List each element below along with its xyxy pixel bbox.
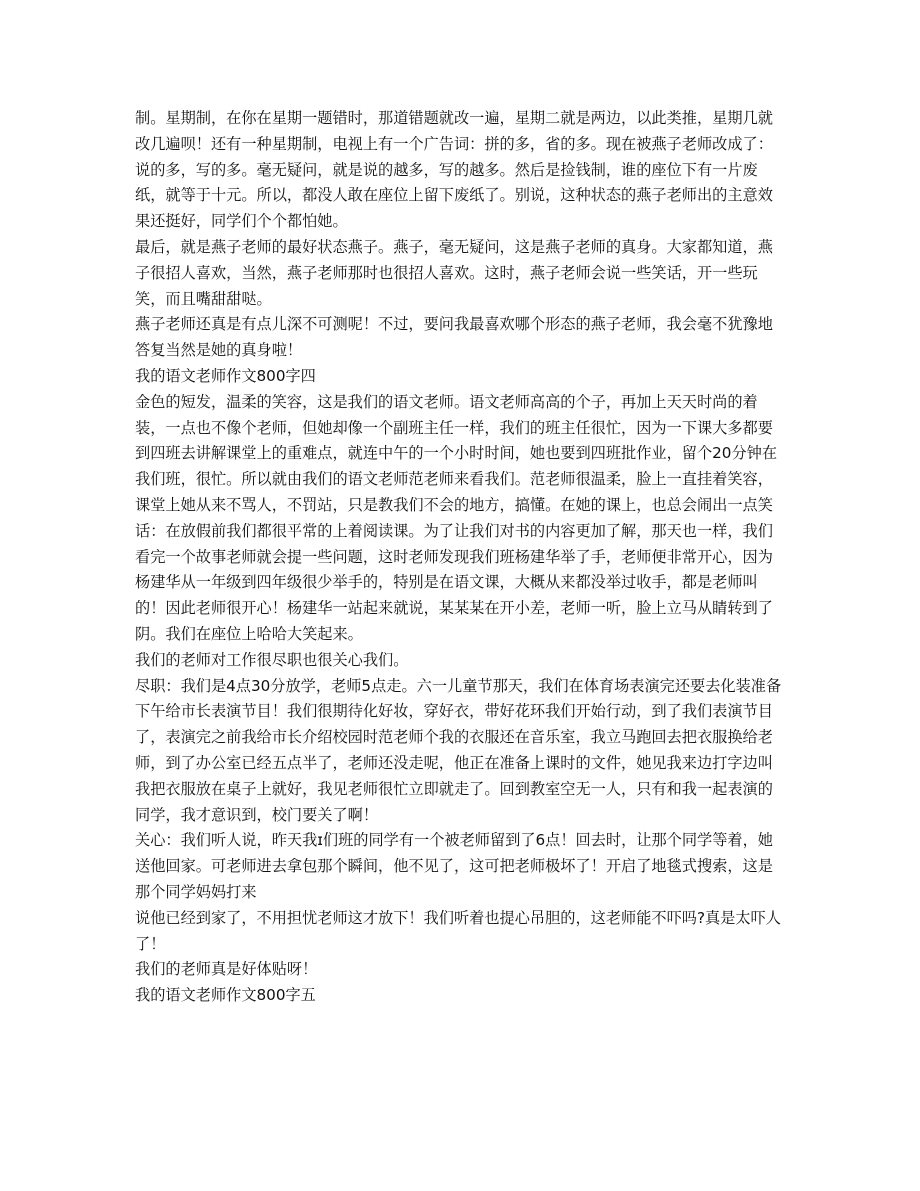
paragraph-caring: 关心：我们听人说，昨天我ɪ们班的同学有一个被老师留到了6点！回去时，让那个同学等着，她送他回家。可老师进去拿包那个瞬间，他不见了，这可把老师极坏了！开启了地毯式搜索，这是那个同学妈妈打来	[135, 831, 773, 901]
paragraph-caring-continued: 说他已经到家了，不用担忧老师这才放下！我们听着也提心吊胆的，这老师能不吓吗?真是太吓人了！	[135, 908, 781, 953]
paragraph-punishment-rules: 制。星期制，在你在星期一题错时，那道错题就改一遍，星期二就是两边，以此类推，星期几就改几遍呗！还有一种星期制，电视上有一个广告词：拼的多，省的多。现在被燕子老师改成了：说的多，写的多。毫无疑问，就是说的越多，写的越多。然后是捡钱制，谁的座位下有一片废纸，就等于十元。所以，都没人敢在座位上留下废纸了。别说，这种状态的燕子老师出的主意效果还挺好，同学们个个都怕她。	[135, 109, 773, 231]
document-body	[135, 106, 785, 1009]
section-heading-four: 我的语文老师作文800字四	[135, 366, 316, 385]
paragraph-conclusion: 燕子老师还真是有点儿深不可测呢！不过，要问我最喜欢哪个形态的燕子老师，我会毫不犹豫地答复当然是她的真身啦！	[135, 315, 773, 360]
paragraph-true-form: 最后，就是燕子老师的最好状态燕子。燕子，毫无疑问，这是燕子老师的真身。大家都知道，燕子很招人喜欢，当然，燕子老师那时也很招人喜欢。这时，燕子老师会说一些笑话，开一些玩笑，而且嘴甜甜哒。	[135, 237, 773, 308]
paragraph-considerate: 我们的老师真是好体贴呀！	[135, 960, 318, 979]
paragraph-dedication: 尽职：我们是4点30分放学，老师5点走。六一儿童节那天，我们在体育场表演完还要去化装准备下午给市长表演节目！我们很期待化好妆，穿好衣，带好花环我们开始行动，到了我们表演节目了，表演完之前我给市长介绍校园时范老师个我的衣服还在音乐室，我立马跑回去把衣服换给老师，到了办公室已经五点半了，老师还没走呢，他正在准备上课时的文件，她见我来边打字边叫我把衣服放在桌子上就好，我见老师很忙立即就走了。回到教室空无一人，只有和我一起表演的同学，我才意识到，校门要关了啊！	[135, 676, 782, 824]
paragraph-teacher-fan: 金色的短发，温柔的笑容，这是我们的语文老师。语文老师高高的个子，再加上天天时尚的着装，一点也不像个老师，但她却像一个副班主任一样，我们的班主任很忙，因为一下课大多都要到四班去讲解课堂上的重难点，就连中午的一个小时时间，她也要到四班批作业，留个20分钟在我们班，很忙。所以就由我们的语文老师范老师来看我们。范老师很温柔，脸上一直挂着笑容，课堂上她从来不骂人，不罚站，只是教我们不会的地方，搞懂。在她的课上，也总会闹出一点笑话：在放假前我们都很平常的上着阅读课。为了让我们对书的内容更加了解，那天也一样，我们看完一个故事老师就会提一些问题，这时老师发现我们班杨建华举了手，老师便非常开心，因为杨建华从一年级到四年级很少举手的，特别是在语文课，大概从来都没举过收手，都是老师叫的！因此老师很开心！杨建华一站起来就说，某某某在开小差，老师一听，脸上立马从睛转到了阴。我们在座位上哈哈大笑起来。	[135, 392, 778, 643]
section-heading-five: 我的语文老师作文800字五	[135, 986, 316, 1005]
paragraph-dedication-intro: 我们的老师对工作很尽职也很关心我们。	[135, 650, 409, 669]
